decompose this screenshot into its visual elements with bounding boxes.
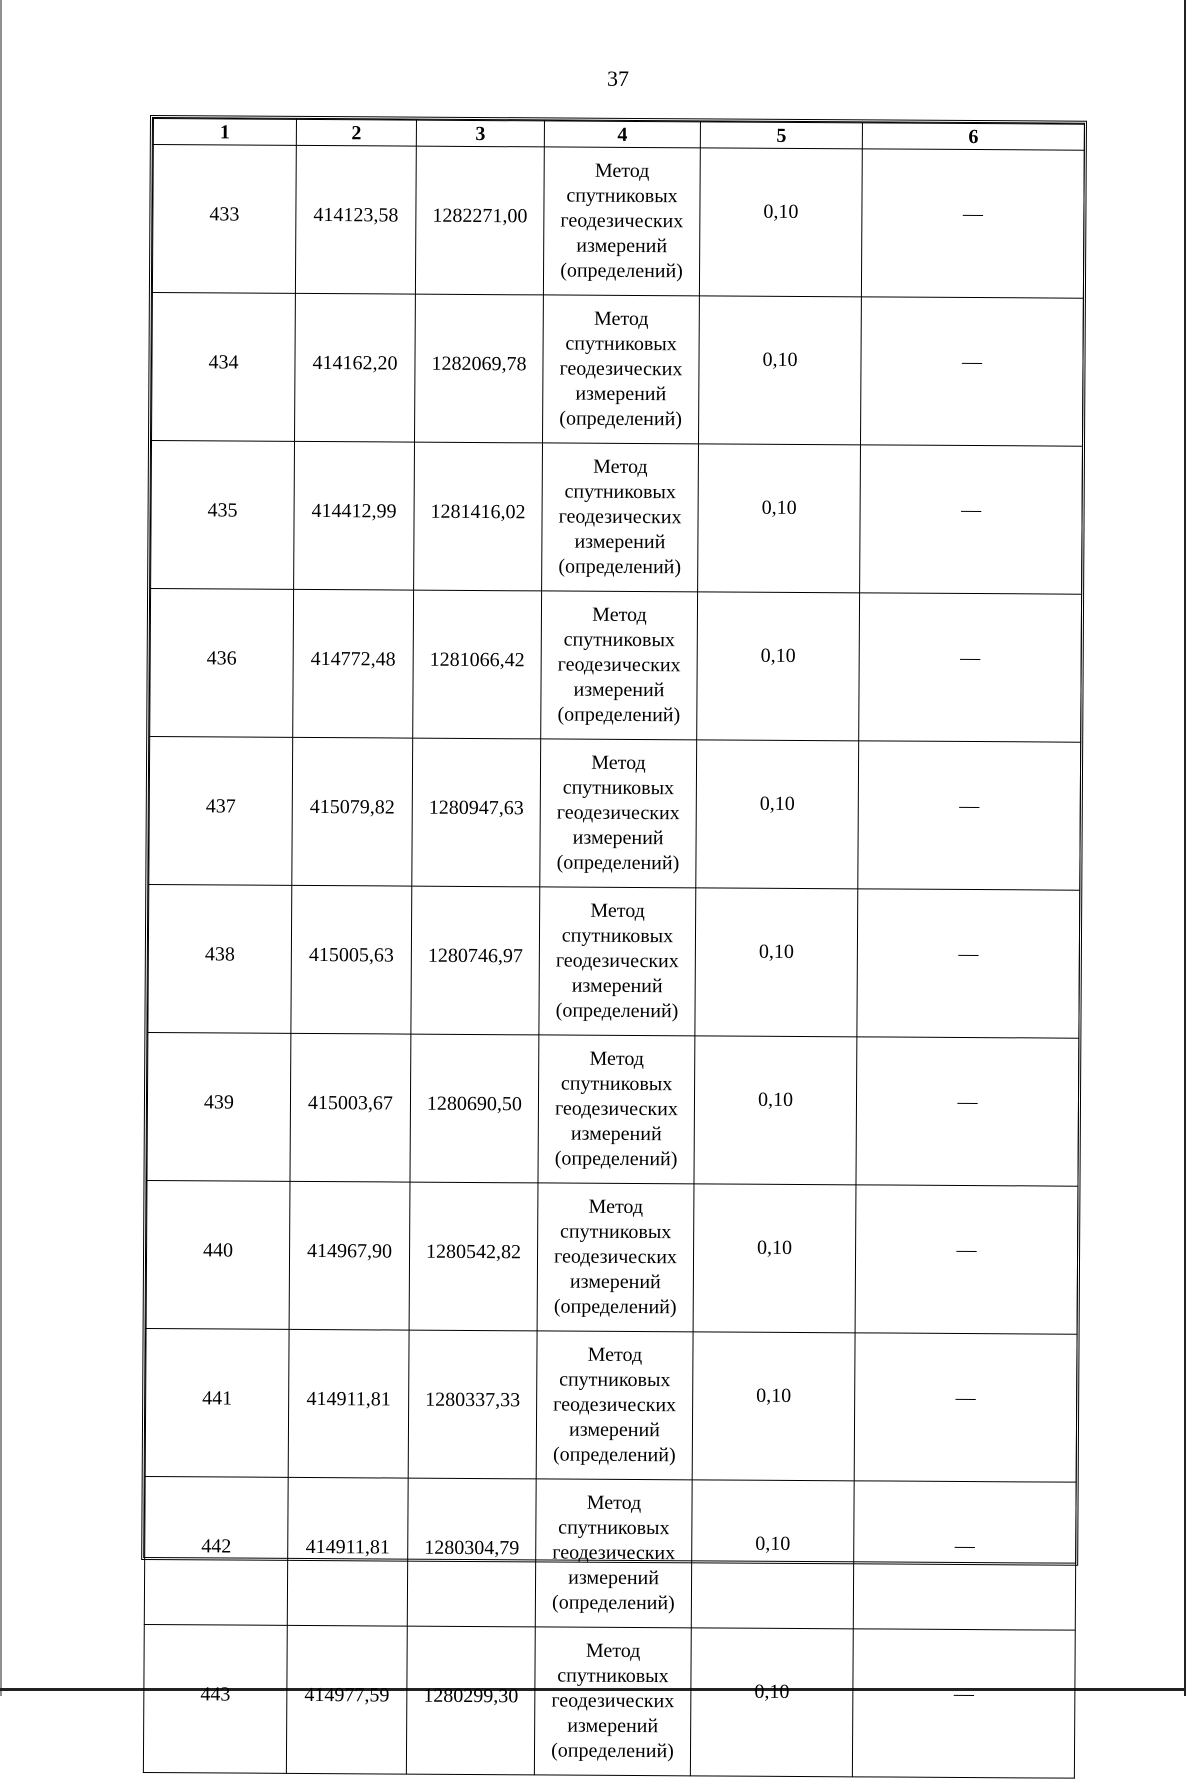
method-line: спутниковых bbox=[559, 1220, 672, 1244]
method-line: измерений bbox=[568, 1418, 660, 1442]
point-number-cell: 440 bbox=[146, 1181, 290, 1330]
scan-edge-right bbox=[1184, 0, 1186, 1696]
method-line: измерений bbox=[571, 974, 663, 998]
y-coordinate-cell: 1282271,00 bbox=[415, 146, 544, 295]
method-line: Метод bbox=[586, 1491, 642, 1515]
note-cell: — bbox=[859, 593, 1082, 742]
method-line: Метод bbox=[591, 751, 646, 775]
method-line: (определений) bbox=[552, 1591, 675, 1615]
method-line: (определений) bbox=[560, 259, 683, 283]
table-row bbox=[151, 441, 1083, 595]
method-line: (определений) bbox=[559, 407, 683, 431]
method-line: (определений) bbox=[557, 703, 681, 727]
point-number-cell: 441 bbox=[145, 1328, 289, 1477]
method-line: Метод bbox=[589, 1047, 645, 1071]
method-cell bbox=[540, 739, 697, 888]
note-cell: — bbox=[855, 1185, 1078, 1334]
x-coordinate-cell: 414772,48 bbox=[293, 589, 414, 738]
note-cell: — bbox=[860, 297, 1083, 446]
method-line: измерений bbox=[568, 1566, 660, 1590]
accuracy-cell: 0,10 bbox=[695, 888, 858, 1037]
table-row bbox=[150, 589, 1082, 743]
point-number-cell: 438 bbox=[148, 885, 292, 1034]
point-number-cell: 433 bbox=[152, 145, 296, 294]
header-cell: 2 bbox=[296, 119, 416, 146]
point-number-cell: 442 bbox=[144, 1476, 288, 1625]
point-number-cell: 436 bbox=[150, 589, 294, 738]
header-cell: 3 bbox=[416, 120, 544, 147]
method-cell bbox=[535, 1479, 692, 1628]
y-coordinate-cell: 1280542,82 bbox=[409, 1182, 538, 1331]
x-coordinate-cell: 414911,81 bbox=[287, 1477, 408, 1626]
method-line: Метод bbox=[588, 1195, 644, 1219]
table-row bbox=[143, 1624, 1075, 1778]
y-coordinate-cell: 1281066,42 bbox=[413, 590, 542, 739]
point-number-cell: 439 bbox=[147, 1033, 291, 1182]
method-line: Метод bbox=[585, 1639, 641, 1663]
method-cell bbox=[542, 443, 699, 592]
point-number-cell: 437 bbox=[149, 737, 293, 886]
method-line: измерений bbox=[567, 1714, 659, 1738]
accuracy-cell: 0,10 bbox=[692, 1332, 855, 1481]
x-coordinate-cell: 414967,90 bbox=[289, 1181, 410, 1330]
method-line: геодезических bbox=[560, 209, 684, 233]
x-coordinate-cell: 415079,82 bbox=[292, 737, 413, 886]
point-number-cell: 435 bbox=[151, 441, 295, 590]
method-cell bbox=[543, 295, 700, 444]
accuracy-cell: 0,10 bbox=[690, 1628, 853, 1777]
note-cell: — bbox=[852, 1629, 1075, 1778]
method-line: геодезических bbox=[555, 949, 679, 973]
method-cell bbox=[534, 1627, 691, 1776]
x-coordinate-cell: 415003,67 bbox=[290, 1033, 411, 1182]
coordinates-table-frame bbox=[141, 115, 1087, 1763]
header-cell: 5 bbox=[700, 122, 862, 149]
method-line: Метод bbox=[587, 1343, 643, 1367]
x-coordinate-cell: 414977,59 bbox=[286, 1625, 407, 1774]
method-line: Метод bbox=[593, 307, 649, 331]
accuracy-cell: 0,10 bbox=[698, 444, 861, 593]
table-row bbox=[149, 737, 1081, 891]
y-coordinate-cell: 1280337,33 bbox=[408, 1330, 537, 1479]
method-line: Метод bbox=[592, 603, 647, 627]
method-line: геодезических bbox=[556, 801, 680, 825]
accuracy-cell: 0,10 bbox=[699, 148, 862, 297]
note-cell: — bbox=[853, 1481, 1076, 1630]
method-line: измерений bbox=[569, 1270, 661, 1294]
table-row bbox=[145, 1328, 1077, 1482]
accuracy-cell: 0,10 bbox=[697, 592, 860, 741]
y-coordinate-cell: 1282069,78 bbox=[415, 294, 544, 443]
method-cell bbox=[536, 1331, 693, 1480]
page-number: 37 bbox=[607, 66, 629, 91]
method-line: Метод bbox=[593, 455, 648, 479]
table-row bbox=[148, 885, 1080, 1039]
method-line: геодезических bbox=[551, 1689, 675, 1713]
note-cell: — bbox=[861, 149, 1084, 298]
method-line: измерений bbox=[574, 530, 666, 554]
y-coordinate-cell: 1280690,50 bbox=[410, 1034, 539, 1183]
method-line: измерений bbox=[572, 826, 664, 850]
y-coordinate-cell: 1281416,02 bbox=[414, 442, 543, 591]
method-line: измерений bbox=[576, 234, 668, 258]
x-coordinate-cell: 415005,63 bbox=[291, 885, 412, 1034]
method-line: (определений) bbox=[551, 1739, 674, 1763]
note-cell: — bbox=[854, 1333, 1077, 1482]
method-line: спутниковых bbox=[565, 332, 677, 356]
note-cell: — bbox=[860, 445, 1083, 594]
accuracy-cell: 0,10 bbox=[691, 1480, 854, 1629]
x-coordinate-cell: 414412,99 bbox=[294, 441, 415, 590]
table-row bbox=[144, 1476, 1076, 1630]
header-cell: 6 bbox=[862, 123, 1084, 150]
accuracy-cell: 0,10 bbox=[696, 740, 859, 889]
method-line: измерений bbox=[575, 382, 667, 406]
table-row bbox=[146, 1181, 1078, 1335]
method-line: спутниковых bbox=[558, 1516, 670, 1540]
method-cell bbox=[537, 1183, 694, 1332]
method-line: геодезических bbox=[553, 1393, 677, 1417]
table-row bbox=[152, 293, 1084, 447]
method-line: геодезических bbox=[552, 1541, 676, 1565]
y-coordinate-cell: 1280947,63 bbox=[412, 738, 541, 887]
method-line: (определений) bbox=[555, 999, 679, 1023]
method-line: спутниковых bbox=[566, 184, 678, 208]
method-line: спутниковых bbox=[557, 1664, 669, 1688]
method-line: (определений) bbox=[554, 1147, 678, 1171]
note-cell: — bbox=[856, 1037, 1079, 1186]
method-line: геодезических bbox=[559, 357, 683, 381]
method-cell bbox=[538, 1035, 695, 1184]
point-number-cell: 434 bbox=[152, 293, 296, 442]
table-body bbox=[143, 119, 1084, 1779]
method-line: спутниковых bbox=[563, 628, 676, 652]
y-coordinate-cell: 1280304,79 bbox=[407, 1478, 536, 1627]
method-line: (определений) bbox=[553, 1295, 677, 1319]
method-line: Метод bbox=[590, 899, 645, 923]
method-cell bbox=[543, 147, 700, 296]
x-coordinate-cell: 414911,81 bbox=[288, 1329, 409, 1478]
method-line: Метод bbox=[594, 159, 650, 183]
x-coordinate-cell: 414162,20 bbox=[295, 293, 416, 442]
y-coordinate-cell: 1280746,97 bbox=[411, 886, 540, 1035]
table-row bbox=[147, 1033, 1079, 1187]
method-cell bbox=[539, 887, 696, 1036]
method-line: спутниковых bbox=[562, 776, 675, 800]
coordinates-table bbox=[143, 118, 1085, 1779]
header-cell: 4 bbox=[544, 121, 700, 148]
method-line: (определений) bbox=[556, 851, 680, 875]
x-coordinate-cell: 414123,58 bbox=[295, 145, 416, 294]
method-line: спутниковых bbox=[560, 1072, 673, 1096]
accuracy-cell: 0,10 bbox=[694, 1036, 857, 1185]
method-line: геодезических bbox=[554, 1097, 678, 1121]
method-line: геодезических bbox=[557, 653, 681, 677]
method-line: спутниковых bbox=[559, 1368, 671, 1392]
point-number-cell: 443 bbox=[143, 1624, 287, 1773]
method-cell bbox=[541, 591, 698, 740]
table-row bbox=[152, 145, 1084, 299]
method-line: спутниковых bbox=[561, 924, 674, 948]
y-coordinate-cell: 1280299,30 bbox=[406, 1626, 535, 1775]
accuracy-cell: 0,10 bbox=[699, 296, 862, 445]
note-cell: — bbox=[858, 741, 1081, 890]
method-line: (определений) bbox=[558, 555, 682, 579]
method-line: измерений bbox=[570, 1122, 662, 1146]
header-cell: 1 bbox=[153, 119, 296, 146]
accuracy-cell: 0,10 bbox=[693, 1184, 856, 1333]
method-line: (определений) bbox=[552, 1443, 676, 1467]
scan-edge-left bbox=[0, 0, 2, 1696]
note-cell: — bbox=[857, 889, 1080, 1038]
method-line: спутниковых bbox=[564, 480, 676, 504]
method-line: измерений bbox=[573, 678, 665, 702]
method-line: геодезических bbox=[558, 505, 682, 529]
method-line: геодезических bbox=[554, 1245, 678, 1269]
